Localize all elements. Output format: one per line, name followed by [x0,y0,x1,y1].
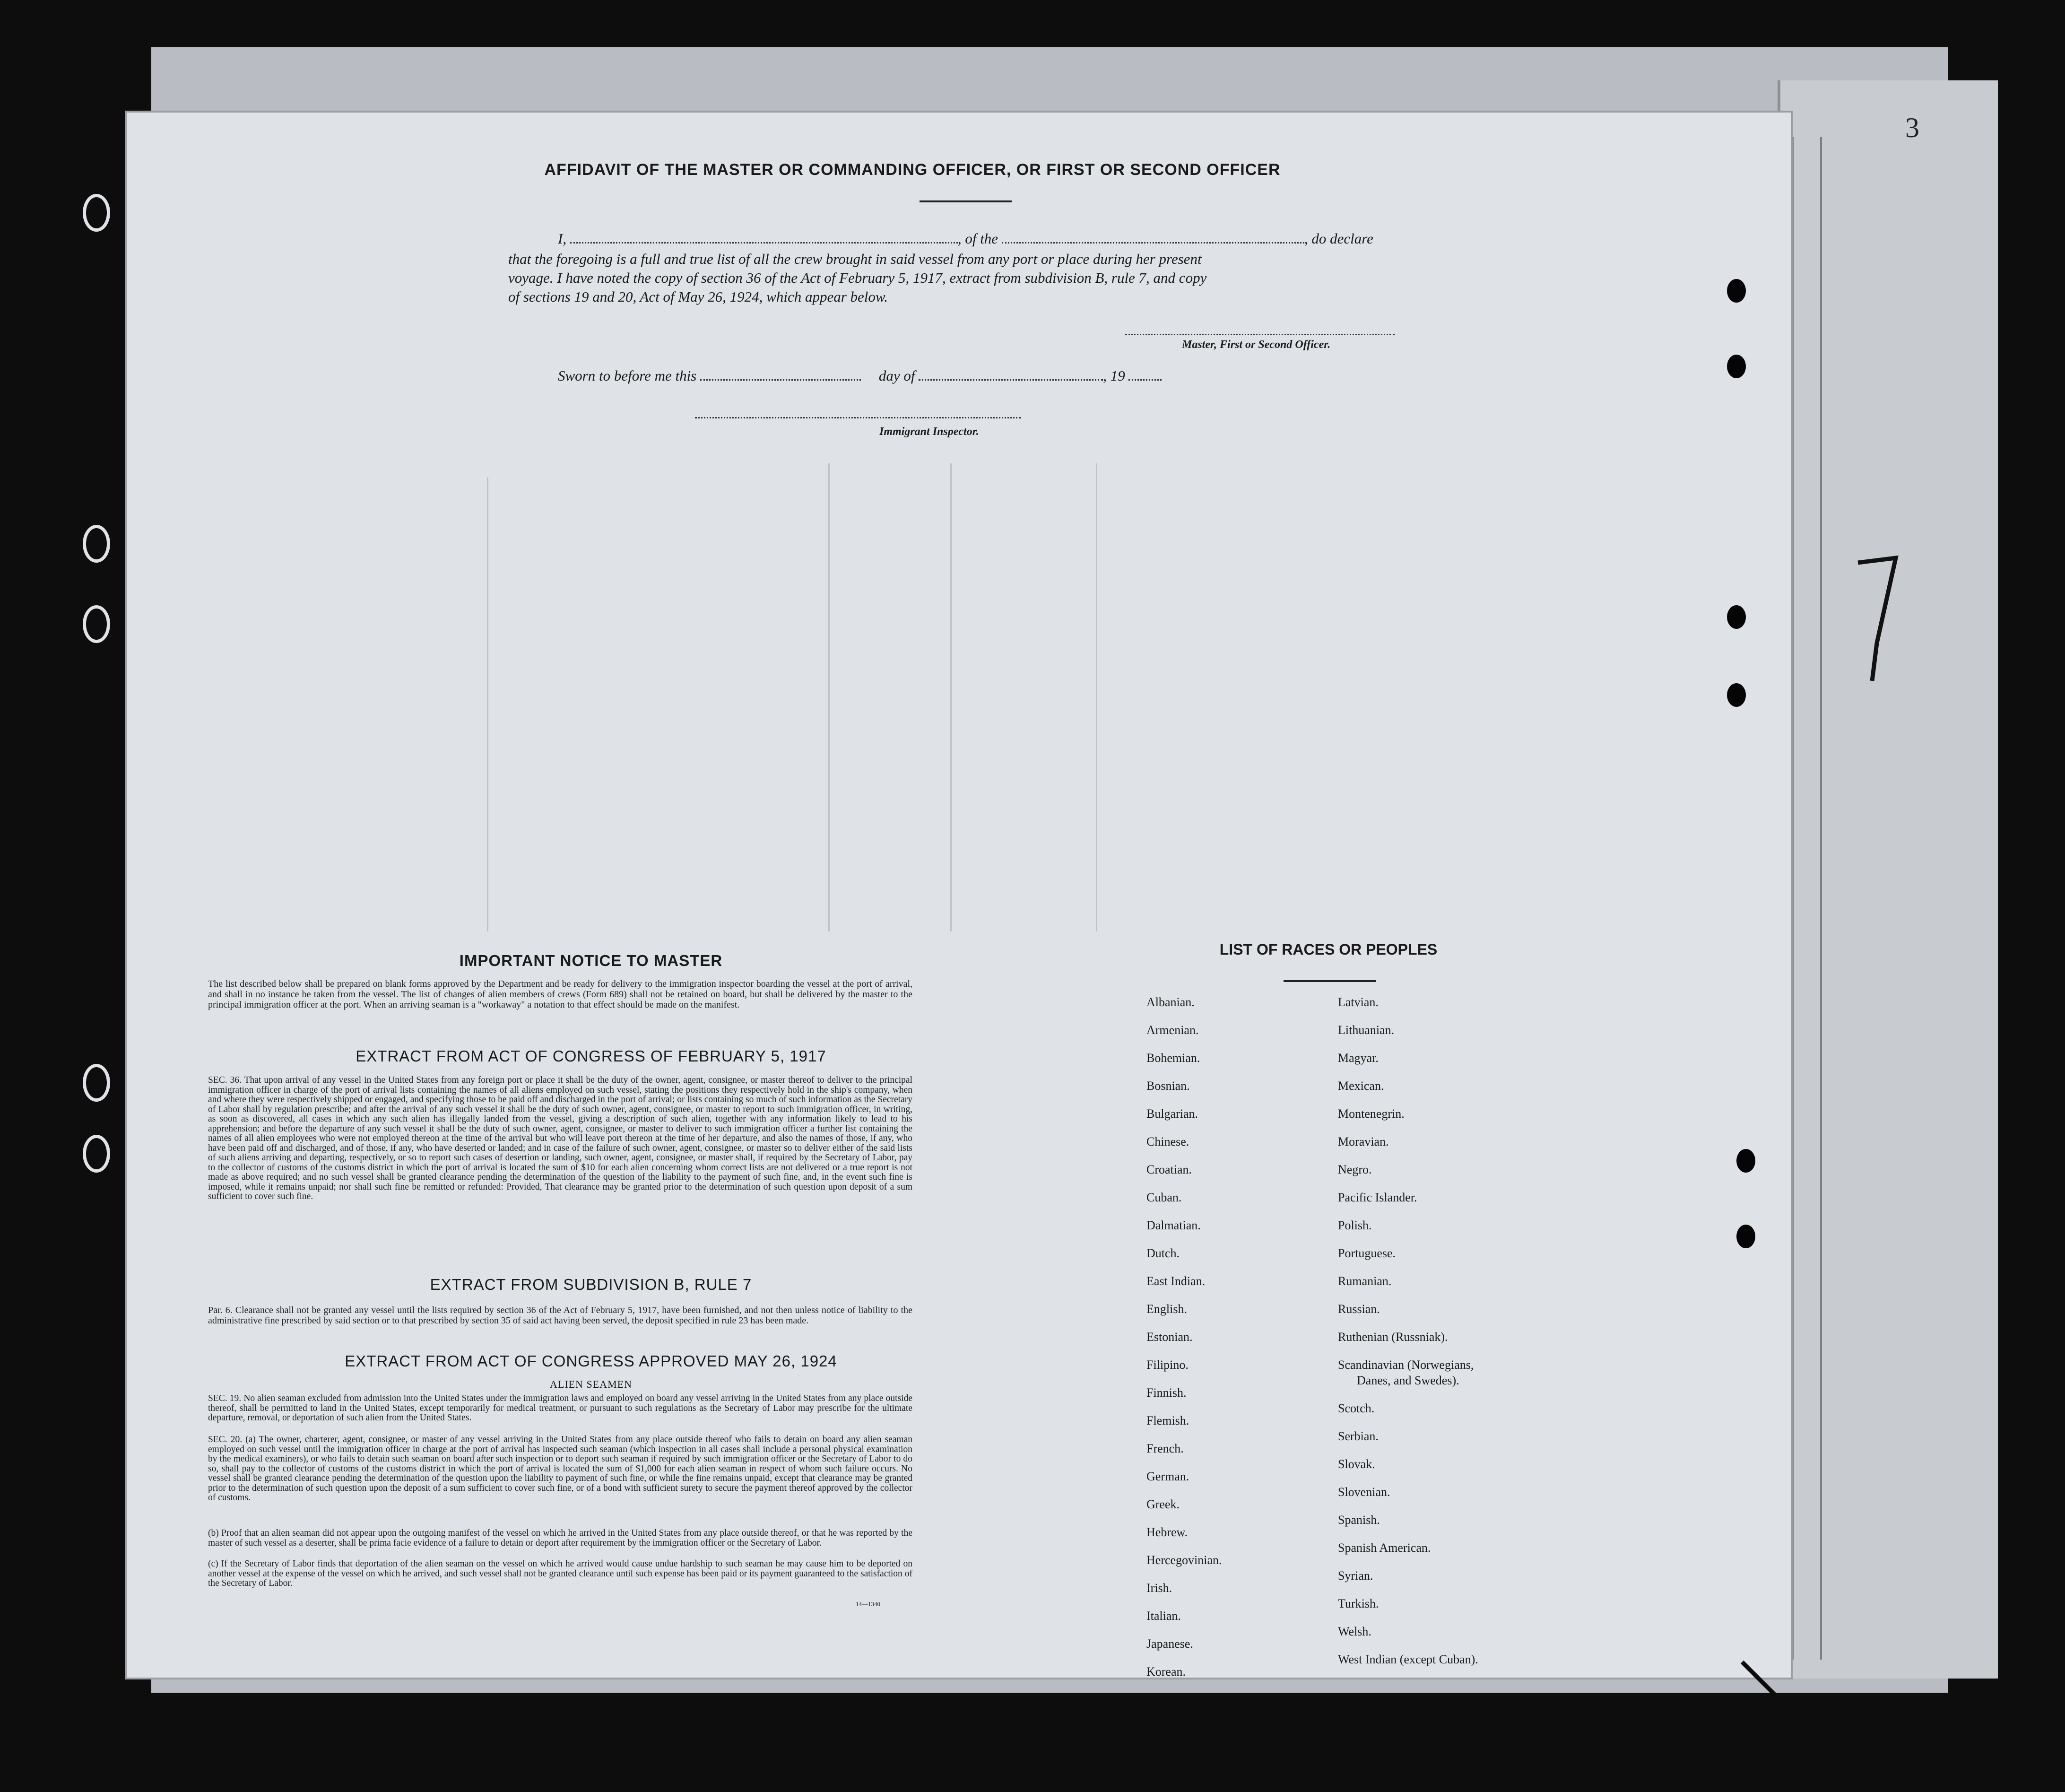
vessel-name-field[interactable] [1002,231,1304,244]
sworn-month-field[interactable] [919,368,1103,381]
sworn-day-field[interactable] [700,368,861,381]
race-item: English. [1146,1302,1187,1316]
race-item: Greek. [1146,1497,1180,1511]
race-item: Hercegovinian. [1146,1553,1222,1567]
race-item: Mexican. [1338,1079,1384,1093]
punch-hole [1727,279,1746,303]
inspector-signature-label: Immigrant Inspector. [879,426,979,438]
page-edge [1792,137,1794,1660]
races-title: LIST OF RACES OR PEOPLES [1219,941,1438,958]
sworn-year-field[interactable] [1128,368,1162,381]
race-item: Turkish. [1338,1597,1379,1610]
race-item: Cuban. [1146,1191,1182,1204]
race-item: Armenian. [1146,1023,1199,1037]
race-item: Filipino. [1146,1358,1189,1372]
rule7-body: Par. 6. Clearance shall not be granted any vessel until the lists required by section 36 of the Act of February 5, 1917, have been furnished, and not then unless notice of liability to the administrative fine prescribed by said section or to that prescribed by section 35 of said act having been served, the deposit specified in rule 23 has been made. [208,1305,912,1326]
race-item: East Indian. [1146,1274,1206,1288]
race-item: Bohemian. [1146,1051,1200,1065]
race-item: Danes, and Swedes). [1357,1374,1459,1387]
race-item: Welsh. [1338,1625,1371,1638]
page-number-mark: 3 [1905,112,1919,143]
of-the-label: , of the [957,230,998,247]
rule7-title: EXTRACT FROM SUBDIVISION B, RULE 7 [430,1276,752,1293]
binder-ring [83,194,110,232]
extract-1924-title: EXTRACT FROM ACT OF CONGRESS APPROVED MAY 26, 1924 [345,1352,837,1370]
race-item: Moravian. [1338,1135,1389,1148]
race-item: Montenegrin. [1338,1107,1405,1121]
bleed-through-line [487,478,488,931]
race-item: Italian. [1146,1609,1181,1623]
race-item: Slovak. [1338,1457,1375,1471]
declarant-label: I, [558,230,567,247]
notice-body: The list described below shall be prepared on blank forms approved by the Department and be ready for delivery to the immigration inspector boarding the vessel at the port of arrival, and shall in no instance be taken from the vessel. The list of changes of alien members of crews (Form 689) shall not be retained on board, but shall be delivered by the master to the principal immigration officer at the port. When an arriving seaman is a "workaway" a notation to that effect should be made on the manifest. [208,979,912,1010]
races-left-column [1146,988,1222,1686]
race-item: Scotch. [1338,1401,1375,1415]
sworn-label: Sworn to before me this [558,367,697,384]
sworn-line [508,366,1435,385]
punch-hole [1736,1225,1755,1248]
race-item: Lithuanian. [1338,1023,1395,1037]
race-item: Latvian. [1338,995,1379,1009]
declaration-line-4: of sections 19 and 20, Act of May 26, 1924, which appear below. [508,288,888,305]
race-item: French. [1146,1442,1184,1455]
bleed-through-line [1096,463,1097,931]
punch-hole [1727,683,1746,707]
title-rule [920,200,1012,202]
race-item: Spanish American. [1338,1541,1431,1555]
master-signature-field[interactable] [1125,322,1395,335]
race-item: Croatian. [1146,1163,1192,1176]
race-item: Bulgarian. [1146,1107,1198,1121]
binder-ring [83,1135,110,1173]
day-of-label: day of [878,367,915,384]
inspector-signature-field[interactable] [695,406,1021,418]
race-item: Slovenian. [1338,1485,1390,1499]
race-item: Estonian. [1146,1330,1193,1344]
race-item: Dutch. [1146,1246,1180,1260]
race-item: Finnish. [1146,1386,1187,1400]
affidavit-title: AFFIDAVIT OF THE MASTER OR COMMANDING OFFICER, OR FIRST OR SECOND OFFICER [544,161,1281,179]
binder-ring [83,525,110,563]
pen-stroke [1740,1660,1778,1697]
bleed-through-line [950,463,952,931]
race-item: Portuguese. [1338,1246,1396,1260]
form-number: 14—1340 [856,1601,880,1608]
declaration-line-1 [508,229,1435,248]
punch-hole [1736,1149,1755,1173]
declare-label: , do declare [1304,230,1373,247]
extract-1917-body: SEC. 36. That upon arrival of any vessel in the United States from any foreign port or place it shall be the duty of the owner, agent, consignee, or master thereof to deliver to the principal immigration officer in charge of the port of arrival lists containing the names of all aliens employed on such vessel, stating the positions they respectively hold in the ship's company, when and where they were respectively shipped or engaged, and specifying those to be paid off and discharged in the port of arrival; or lists containing so much of such information as the Secretary of Labor shall by regulation prescribe; and after the arrival of any such vessel it shall be the duty of such owner, agent, consignee, or master to report to such immigration officer, in writing, as soon as discovered, all cases in which any such alien has illegally landed from the vessel, giving a description of such alien, together with any information likely to lead to his apprehension; and before the departure of any such vessel it shall be the duty of such owner, agent, consignee, or master to deliver to such immigration officer a further list containing the names of all alien employees who were not employed thereon at the time of the arrival but who will leave port thereon at the time of her departure, and also the names of those, if any, who have been paid off and discharged, and of those, if any, who have deserted or landed; and in case of the failure of such owner, agent, consignee, or master so to deliver either of the said lists of such aliens arriving and departing, respectively, or so to report such cases of desertion or landing, such owner, agent, consignee, or master shall, if required by the Secretary of Labor, pay to the collector of customs of the customs district in which the port of arrival is located the sum of $10 for each alien concerning whom correct lists are not delivered or a true report is not made as above required; and no such vessel shall be granted clearance pending the determination of the question of the liability to the payment of such fine, and, in the event such fine is imposed, while it remains unpaid; nor shall such fine be remitted or refunded: Provided, That clearance may be granted prior to the determination of such question upon deposit of a sum sufficient to cover such fine. [208,1075,912,1201]
year-label: , 19 [1103,367,1125,384]
races-rule [1284,980,1376,982]
extract-1924-sec20c: (c) If the Secretary of Labor finds that deportation of the alien seaman on the vessel on which he arrived would cause undue hardship to such seaman he may cause him to be deported on another vessel at the expense of the vessel on which he arrived, and such vessel shall not be granted clearance until such expense has been paid or its payment guaranteed to the satisfaction of the Secretary of Labor. [208,1559,912,1588]
race-item: Negro. [1338,1163,1372,1176]
alien-seamen-subtitle: ALIEN SEAMEN [550,1378,632,1390]
race-item: Chinese. [1146,1135,1189,1148]
underlying-page [1778,80,1998,1679]
race-item: Albanian. [1146,995,1195,1009]
binder-ring [83,1064,110,1102]
declaration-line-3: voyage. I have noted the copy of section 36 of the Act of February 5, 1917, extract from subdivision B, rule 7, and copy [508,270,1207,286]
race-item: Pacific Islander. [1338,1191,1417,1204]
race-item: Magyar. [1338,1051,1379,1065]
race-item: Irish. [1146,1581,1172,1595]
race-item: Rumanian. [1338,1274,1392,1288]
race-item: Flemish. [1146,1414,1189,1427]
bleed-through-line [828,463,830,931]
punch-hole [1727,355,1746,378]
punch-hole [1727,605,1746,629]
extract-1924-sec20a: SEC. 20. (a) The owner, charterer, agent, consignee, or master of any vessel arriving in the United States from any place outside thereof who fails to detain on board any alien seaman employed on such vessel until the immigration officer in charge at the port of arrival has inspected such seaman (which inspection in all cases shall include a personal physical examination by the medical examiners), or who fails to detain such seaman on board after such inspection or to deport such seaman if required by such immigration officer or the Secretary of Labor to do so, shall pay to the collector of customs of the customs district in which the port of arrival is located the sum of $1,000 for each alien seaman in respect of whom such failure occurs. No vessel shall be granted clearance pending the determination of the question upon the liability to payment of such fine, or while the fine remains unpaid, except that clearance may be granted prior to the determination of such question upon the deposit of a sum sufficient to cover such fine, or of a bond with sufficient surety to secure the payment thereof approved by the collector of customs. [208,1435,912,1503]
pen-stroke [1853,548,1905,686]
race-item: Japanese. [1146,1637,1193,1651]
extract-1917-title: EXTRACT FROM ACT OF CONGRESS OF FEBRUARY 5, 1917 [356,1047,826,1065]
race-item: Russian. [1338,1302,1380,1316]
declaration-line-2: that the foregoing is a full and true list of all the crew brought in said vessel from any port or place during her present [508,251,1202,267]
master-signature-label: Master, First or Second Officer. [1182,339,1331,351]
race-item: Dalmatian. [1146,1218,1201,1232]
extract-1924-sec19: SEC. 19. No alien seaman excluded from admission into the United States under the immigration laws and employed on board any vessel arriving in the United States from any place outside thereof, shall be permitted to land in the United States, except temporarily for medical treatment, or pursuant to such regulations as the Secretary of Labor may prescribe for the ultimate departure, removal, or deportation of such alien from the United States. [208,1393,912,1423]
race-item: Syrian. [1338,1569,1373,1583]
race-item: Ruthenian (Russniak). [1338,1330,1448,1344]
race-item: German. [1146,1470,1189,1483]
declarant-name-field[interactable] [570,231,958,244]
race-item: Spanish. [1338,1513,1380,1527]
page-edge [1820,137,1822,1660]
races-right-column [1338,988,1478,1673]
binder-ring [83,605,110,643]
race-item: Korean. [1146,1665,1186,1679]
race-item: West Indian (except Cuban). [1338,1653,1478,1666]
race-item: Polish. [1338,1218,1372,1232]
race-item: Serbian. [1338,1429,1379,1443]
extract-1924-sec20b: (b) Proof that an alien seaman did not appear upon the outgoing manifest of the vessel on which he arrived in the United States from any place outside thereof, or that he was reported by the master of such vessel as a deserter, shall be prima facie evidence of a failure to detain or deport after requirement by the immigration officer or the Secretary of Labor. [208,1528,912,1548]
race-item: Scandinavian (Norwegians, [1338,1358,1474,1372]
notice-title: IMPORTANT NOTICE TO MASTER [459,952,723,969]
race-item: Hebrew. [1146,1525,1188,1539]
race-item: Bosnian. [1146,1079,1190,1093]
